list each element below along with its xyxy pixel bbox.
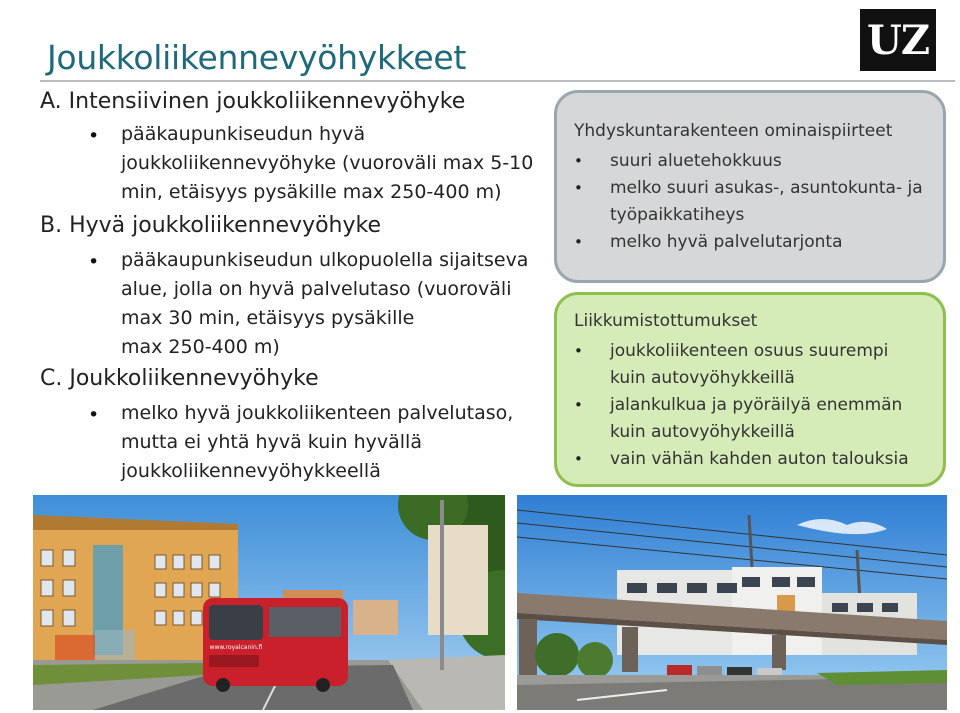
panel-item (610, 392, 902, 446)
panel-item (610, 175, 923, 229)
section-c-text (121, 399, 513, 486)
text-line: min, etäisyys pysäkille max 250-400 m) (121, 181, 502, 203)
title-divider (40, 80, 955, 82)
section-c-heading: C. Joukkoliikennevyöhyke (40, 366, 319, 391)
text-line: työpaikkatiheys (610, 205, 745, 225)
slide-title: Joukkoliikennevyöhykkeet (47, 38, 467, 77)
text-line: melko hyvä joukkoliikenteen palvelutaso, (121, 402, 514, 424)
panel-title: Liikkumistottumukset (574, 311, 758, 331)
text-line: suuri aluetehokkuus (610, 151, 782, 171)
rail-bridge-photo (517, 495, 947, 710)
text-line: jalankulkua ja pyöräilyä enemmän (610, 395, 903, 415)
text-line: mutta ei yhtä hyvä kuin hyvällä (121, 431, 422, 453)
text-line: melko hyvä palvelutarjonta (610, 232, 843, 252)
text-line: joukkoliikenteen osuus suurempi (610, 341, 889, 361)
bullet-dot: • (574, 179, 583, 197)
text-line: kuin autovyöhykkeillä (610, 422, 795, 442)
section-b-text (121, 246, 528, 362)
text-line: kuin autovyöhykkeillä (610, 368, 795, 388)
bullet-dot: • (88, 125, 100, 147)
uz-logo: UZ (860, 9, 936, 71)
text-line: melko suuri asukas-, asuntokunta- ja (610, 178, 923, 198)
bus-destination-text: www.royalcanin.fi (209, 644, 263, 651)
red-bus (203, 598, 348, 692)
bullet-dot: • (574, 450, 583, 468)
bullet-dot: • (574, 396, 583, 414)
panel-item (610, 338, 888, 392)
bullet-dot: • (88, 404, 100, 426)
bullet-dot: • (574, 342, 583, 360)
text-line: max 30 min, etäisyys pysäkille (121, 307, 415, 329)
text-line: joukkoliikennevyöhyke (vuoroväli max 5-10 (121, 152, 534, 174)
text-line: pääkaupunkiseudun hyvä (121, 123, 366, 145)
panel-title: Yhdyskuntarakenteen ominaispiirteet (574, 121, 893, 141)
characteristics-panel (554, 90, 946, 283)
text-line: max 250-400 m) (121, 336, 280, 358)
text-line: vain vähän kahden auton talouksia (610, 449, 909, 469)
panel-item (610, 148, 782, 175)
text-line: alue, jolla on hyvä palvelutaso (vuoroväli (121, 278, 512, 300)
text-line: pääkaupunkiseudun ulkopuolella sijaitseva (121, 249, 529, 271)
panel-item (610, 446, 909, 473)
bullet-dot: • (574, 152, 583, 170)
section-b-heading: B. Hyvä joukkoliikennevyöhyke (40, 213, 382, 238)
bus-street-photo (33, 495, 505, 710)
bullet-dot: • (574, 233, 583, 251)
text-line: joukkoliikennevyöhykkeellä (121, 460, 381, 482)
mobility-panel (554, 292, 946, 487)
section-a-text (121, 120, 533, 207)
section-a-heading: A. Intensiivinen joukkoliikennevyöhyke (40, 89, 466, 114)
panel-item (610, 229, 843, 256)
bullet-dot: • (88, 251, 100, 273)
